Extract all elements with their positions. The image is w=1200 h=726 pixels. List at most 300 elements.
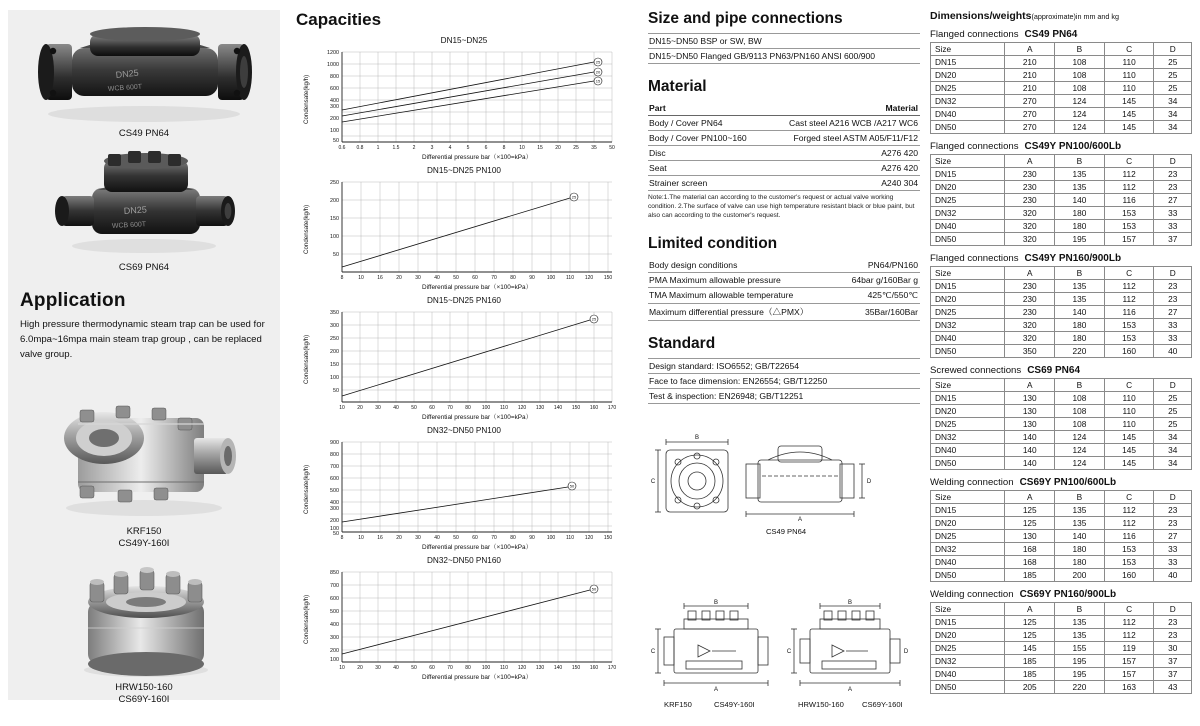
table-row: DN40 185 195 157 37 [931,668,1192,681]
dim-group-model-1: CS49Y PN100/600Lb [1024,141,1122,152]
table-row [648,358,920,373]
dimensions-heading [930,10,1192,22]
table-row: DN20 230 135 112 23 [931,181,1192,194]
svg-text:20: 20 [555,145,561,151]
svg-text:150: 150 [603,275,613,281]
svg-text:300: 300 [330,104,339,110]
svg-text:300: 300 [330,506,339,512]
application-text: High pressure thermodynamic steam trap can be used for 6.0mpa~16mpa main steam trap group , can be replaced valve group. [20,319,265,360]
chart-1-xlabel: Differential pressure bar（×100=kPa） [421,154,533,161]
svg-text:120: 120 [584,535,594,541]
drawing-caption-cs49: CS49 PN64 [765,527,807,536]
svg-text:130: 130 [535,405,545,411]
photo-caption-2-text: CS69 PN64 [118,262,170,273]
table-row: DN50 140 124 145 34 [931,457,1192,470]
photo-caption-1: CS49 PN64 [118,128,170,139]
svg-text:400: 400 [330,500,339,506]
material-table [648,101,920,191]
table-row: DN50 320 195 157 37 [931,233,1192,246]
svg-text:800: 800 [330,74,339,80]
svg-text:120: 120 [517,665,527,671]
chart-3-svg [296,306,632,422]
svg-text:40: 40 [434,535,440,541]
chart-dn15-dn25-pn100 [296,166,632,292]
specifications-column [648,10,920,404]
table-row: DN20 210 108 110 25 [931,69,1192,82]
dimensions-table-4 [930,490,1192,582]
svg-text:100: 100 [330,375,339,381]
svg-text:8: 8 [340,535,344,541]
dim-group-title-3 [930,365,1192,376]
table-row: DN32 168 180 153 33 [931,543,1192,556]
dim-group-label-1: Flanged connections [930,141,1019,152]
svg-text:D: D [903,649,909,655]
dim-group-model-3: CS69 PN64 [1027,365,1081,376]
svg-text:40: 40 [434,275,440,281]
dimensions-heading-main: Dimensions/weights [930,10,1032,22]
svg-text:110: 110 [566,275,574,281]
svg-text:60: 60 [472,535,478,541]
svg-text:150: 150 [571,665,581,671]
table-row: DN32 320 180 153 33 [931,207,1192,220]
svg-text:350: 350 [330,310,339,316]
chart-2-svg [296,176,632,292]
table-header-row: Size A B C D [931,379,1192,392]
dim-group-label-3: Screwed connections [930,365,1022,376]
svg-text:50: 50 [333,252,339,258]
col-d: D [1154,43,1192,56]
svg-text:Differential pressure bar（×100: Differential pressure bar（×100=kPa） [421,544,533,551]
svg-text:50: 50 [411,665,417,671]
photo-cs49-pn64 [20,18,268,126]
dimensions-table-1 [930,154,1192,246]
svg-text:10: 10 [339,405,345,411]
svg-text:400: 400 [330,98,339,104]
svg-text:850: 850 [330,570,339,576]
limited-value-0: PN64/PN160 [839,258,920,273]
svg-text:100: 100 [546,535,556,541]
dim-group-title-2 [930,253,1192,264]
svg-text:100: 100 [330,128,339,134]
material-section-title: Material [648,78,707,95]
svg-text:25: 25 [573,145,579,151]
dim-label-d: D [866,479,872,485]
svg-text:800: 800 [330,452,339,458]
photo-caption-4: HRW150-160 CS69Y-160I [115,682,173,705]
svg-text:160: 160 [589,405,599,411]
table-row [648,161,920,176]
chart-2-title: DN15~DN25 PN100 [427,166,501,175]
dimensions-heading-small: (approximate)in mm and kg [1031,12,1120,21]
svg-text:600: 600 [330,86,339,92]
table-row: DN15 125 135 112 23 [931,504,1192,517]
svg-text:C: C [786,649,792,655]
svg-text:150: 150 [330,362,339,368]
standard-table [648,358,920,404]
svg-text:700: 700 [330,464,339,470]
svg-text:25: 25 [571,194,577,200]
svg-text:80: 80 [510,275,516,281]
dim-group-label-2: Flanged connections [930,253,1019,264]
table-row [648,131,920,146]
svg-text:700: 700 [330,583,339,589]
application-title: Application [20,290,126,311]
chart-dn15-dn25-pn160 [296,296,632,422]
dim-group-label-0: Flanged connections [930,29,1019,40]
svg-text:140: 140 [553,665,563,671]
svg-text:A: A [847,687,853,693]
svg-text:20: 20 [396,275,402,281]
svg-text:200: 200 [330,349,339,355]
svg-text:35: 35 [591,145,597,151]
svg-text:8: 8 [502,145,506,151]
table-row: DN15 130 108 110 25 [931,392,1192,405]
svg-text:1000: 1000 [327,62,339,68]
table-header-row: Size A B C D [931,155,1192,168]
limited-label-2: TMA Maximum allowable temperature [648,287,839,303]
svg-text:600: 600 [330,476,339,482]
table-header-row: Size A B C D [931,603,1192,616]
material-part-1: Body / Cover PN100~160 [648,131,766,146]
svg-text:150: 150 [330,216,339,222]
material-part-3: Seat [648,161,766,176]
svg-text:Condensate(kg/h): Condensate(kg/h) [303,334,310,384]
svg-text:90: 90 [529,275,535,281]
table-row [648,49,920,64]
technical-drawings [650,430,922,709]
drawing-cs49-pn64 [650,430,922,580]
limited-label-3: Maximum differential pressure（△PMX） [648,303,839,320]
dim-group-title-5 [930,589,1192,600]
dim-label-b: B [694,435,700,441]
svg-text:16: 16 [377,535,383,541]
drawing-krf-hrw [650,601,922,721]
dim-label-a: A [797,517,803,523]
table-row: DN25 145 155 119 30 [931,642,1192,655]
svg-text:70: 70 [447,665,453,671]
svg-text:16: 16 [377,275,383,281]
svg-text:10: 10 [358,535,364,541]
table-row: DN15 210 108 110 25 [931,56,1192,69]
col-a: A [1005,43,1055,56]
svg-text:60: 60 [472,275,478,281]
svg-text:130: 130 [535,665,545,671]
svg-text:200: 200 [330,116,339,122]
svg-text:2: 2 [412,145,416,151]
standard-row-0: Design standard: ISO6552; GB/T22654 [648,358,920,373]
drawing-caption-hrw150: HRW150-160 [798,700,844,709]
table-row [648,303,920,320]
svg-text:6: 6 [484,145,488,151]
svg-text:60: 60 [429,665,435,671]
table-row: DN50 185 200 160 40 [931,569,1192,582]
material-part-2: Disc [648,146,766,161]
svg-text:100: 100 [330,234,339,240]
svg-text:170: 170 [607,405,617,411]
svg-text:1.5: 1.5 [392,145,400,151]
svg-text:20: 20 [357,405,363,411]
svg-text:70: 70 [491,535,497,541]
svg-text:Condensate(kg/h): Condensate(kg/h) [303,594,310,644]
svg-text:C: C [650,649,656,655]
chart-1-title: DN15~DN25 [440,36,488,45]
svg-text:B: B [713,600,719,606]
limited-value-2: 425℃/550℃ [839,287,920,303]
material-value-3: A276 420 [766,161,920,176]
svg-text:120: 120 [584,275,594,281]
svg-text:50: 50 [411,405,417,411]
svg-text:160: 160 [589,665,599,671]
capacities-title: Capacities [296,10,382,29]
table-row [648,176,920,191]
table-row: DN25 230 140 116 27 [931,194,1192,207]
table-row: DN40 140 124 145 34 [931,444,1192,457]
table-row: DN32 185 195 157 37 [931,655,1192,668]
table-header-row: Size A B C D [931,267,1192,280]
chart-1-svg [296,46,632,162]
table-header-row [931,43,1192,56]
svg-text:10: 10 [339,665,345,671]
svg-text:100: 100 [330,657,339,663]
table-row [648,116,920,131]
table-row: DN25 230 140 116 27 [931,306,1192,319]
svg-text:250: 250 [330,336,339,342]
svg-text:30: 30 [375,665,381,671]
svg-text:50: 50 [333,388,339,394]
size-section-title: Size and pipe connections [648,10,843,27]
svg-text:WCB 600T: WCB 600T [111,221,147,230]
svg-text:250: 250 [330,180,339,186]
limited-value-3: 35Bar/160Bar [839,303,920,320]
svg-text:Condensate(kg/h): Condensate(kg/h) [303,464,310,514]
limited-label-0: Body design conditions [648,258,839,273]
svg-text:500: 500 [330,488,339,494]
photo-caption-2 [20,262,268,274]
svg-text:200: 200 [330,648,339,654]
svg-text:300: 300 [330,635,339,641]
svg-text:DN25: DN25 [115,67,140,80]
photo-cs69-pn64 [48,146,240,258]
svg-text:1: 1 [376,145,380,151]
chart-dn32-dn50-pn160 [296,556,632,682]
svg-text:200: 200 [330,198,339,204]
table-row [648,388,920,403]
material-value-0: Cast steel A216 WCB /A217 WC6 [766,116,920,131]
svg-text:Condensate(kg/h): Condensate(kg/h) [303,74,310,124]
table-row: DN32 140 124 145 34 [931,431,1192,444]
svg-text:30: 30 [415,275,421,281]
dimensions-table-2 [930,266,1192,358]
chart-5-svg [296,566,632,682]
product-photo-column [8,10,280,705]
svg-text:400: 400 [330,622,339,628]
material-part-4: Strainer screen [648,176,766,191]
svg-text:150: 150 [571,405,581,411]
svg-text:500: 500 [330,609,339,615]
table-row [648,272,920,287]
dim-group-model-4: CS69Y PN100/600Lb [1019,477,1117,488]
svg-text:110: 110 [500,405,508,411]
svg-text:40: 40 [393,405,399,411]
limited-section-title: Limited condition [648,234,778,252]
dim-group-model-2: CS49Y PN160/900Lb [1024,253,1122,264]
svg-text:200: 200 [330,518,339,524]
svg-text:25: 25 [591,316,597,322]
chart-4-title: DN32~DN50 PN100 [427,426,501,435]
table-row: DN32 320 180 153 33 [931,319,1192,332]
table-row: DN25 210 108 110 25 [931,82,1192,95]
photo-caption-3: KRF150 CS49Y-160I [118,526,170,549]
svg-text:150: 150 [603,535,613,541]
dimensions-column [930,10,1192,694]
svg-text:B: B [847,600,853,606]
svg-text:100: 100 [481,665,491,671]
svg-text:80: 80 [510,535,516,541]
photo-krf150-cs49y [44,382,244,520]
limited-value-1: 64bar g/160Bar g [839,272,920,287]
svg-text:Condensate(kg/h): Condensate(kg/h) [303,204,310,254]
svg-text:10: 10 [519,145,525,151]
table-row [648,258,920,273]
table-row: DN20 125 135 112 23 [931,629,1192,642]
table-row: DN20 130 108 110 25 [931,405,1192,418]
svg-text:50: 50 [333,138,339,144]
dim-group-label-4: Welding connection [930,477,1014,488]
svg-text:0.6: 0.6 [338,145,346,151]
svg-text:50: 50 [609,145,615,151]
table-row [648,287,920,303]
chart-5-title: DN32~DN50 PN160 [427,556,501,565]
svg-text:DN25: DN25 [123,204,148,216]
dim-group-label-5: Welding connection [930,589,1014,600]
material-col-material: Material [766,101,920,116]
svg-text:300: 300 [330,323,339,329]
table-row [648,146,920,161]
svg-text:60: 60 [429,405,435,411]
svg-text:50: 50 [591,586,597,592]
svg-text:3: 3 [430,145,434,151]
dim-group-title-1 [930,141,1192,152]
limited-condition-table [648,258,920,321]
material-col-part: Part [648,101,766,116]
chart-3-title: DN15~DN25 PN160 [427,296,501,305]
drawing-caption-cs69y: CS69Y-160I [862,700,903,709]
dimensions-table-0 [930,42,1192,134]
svg-text:5: 5 [466,145,470,151]
chart-dn32-dn50-pn100 [296,426,632,552]
svg-text:100: 100 [330,526,339,532]
svg-text:600: 600 [330,596,339,602]
svg-text:20: 20 [595,69,601,75]
limited-label-1: PMA Maximum allowable pressure [648,272,839,287]
table-row: DN40 320 180 153 33 [931,332,1192,345]
svg-text:20: 20 [396,535,402,541]
svg-text:140: 140 [553,405,563,411]
svg-text:80: 80 [465,665,471,671]
svg-text:Differential pressure bar（×100: Differential pressure bar（×100=kPa） [421,284,533,291]
dim-group-title-4 [930,477,1192,488]
size-row-1: DN15~DN50 Flanged GB/9113 PN63/PN160 ANSI 600/900 [648,49,920,64]
drawing-caption-krf150: KRF150 [664,700,692,709]
dimensions-table-5 [930,602,1192,694]
svg-text:900: 900 [330,440,339,446]
table-row: DN50 350 220 160 40 [931,345,1192,358]
col-c: C [1104,43,1154,56]
table-row: DN40 270 124 145 34 [931,108,1192,121]
material-value-4: A240 304 [766,176,920,191]
dim-group-model-0: CS49 PN64 [1024,29,1078,40]
material-part-0: Body / Cover PN64 [648,116,766,131]
table-row: DN15 230 135 112 23 [931,168,1192,181]
dimensions-table-3 [930,378,1192,470]
svg-text:70: 70 [447,405,453,411]
col-size: Size [931,43,1005,56]
table-header-row: Size A B C D [931,491,1192,504]
table-row: DN40 168 180 153 33 [931,556,1192,569]
col-b: B [1055,43,1105,56]
standard-row-2: Test & inspection: EN26948; GB/T12251 [648,388,920,403]
size-table [648,33,920,64]
table-row: DN20 125 135 112 23 [931,517,1192,530]
svg-text:A: A [713,687,719,693]
svg-text:40: 40 [393,665,399,671]
svg-text:8: 8 [340,275,344,281]
svg-text:70: 70 [491,275,497,281]
table-row: DN50 205 220 163 43 [931,681,1192,694]
svg-text:120: 120 [517,405,527,411]
svg-text:WCB 600T: WCB 600T [107,83,143,93]
size-row-0: DN15~DN50 BSP or SW, BW [648,34,920,49]
table-row: DN32 270 124 145 34 [931,95,1192,108]
svg-text:110: 110 [500,665,508,671]
dim-group-title-0 [930,29,1192,40]
svg-text:50: 50 [453,535,459,541]
photo-hrw150-cs69y [66,558,226,680]
dim-group-model-5: CS69Y PN160/900Lb [1019,589,1117,600]
svg-text:50: 50 [453,275,459,281]
svg-text:50: 50 [569,483,575,489]
svg-text:1200: 1200 [327,50,339,56]
svg-text:25: 25 [595,59,601,65]
svg-text:15: 15 [537,145,543,151]
table-row [648,34,920,49]
svg-text:Differential pressure bar（×100: Differential pressure bar（×100=kPa） [421,414,533,421]
svg-text:110: 110 [566,535,574,541]
material-value-1: Forged steel ASTM A05/F11/F12 [766,131,920,146]
standard-section-title: Standard [648,334,716,352]
table-row: DN25 130 108 110 25 [931,418,1192,431]
material-value-2: A276 420 [766,146,920,161]
dim-label-c: C [650,479,656,485]
table-row: DN40 320 180 153 33 [931,220,1192,233]
svg-text:90: 90 [529,535,535,541]
material-note: Note:1.The material can according to the customer's request or actual valve working condition. 2.The surface of valve can use high temperature resistant black or blue paint, but also can according to the customer's request. [648,194,915,219]
table-row: DN50 270 124 145 34 [931,121,1192,134]
svg-text:10: 10 [358,275,364,281]
svg-text:4: 4 [448,145,452,151]
table-row: DN15 125 135 112 23 [931,616,1192,629]
table-header-row [648,101,920,116]
svg-text:50: 50 [333,531,339,537]
chart-4-svg [296,436,632,552]
svg-text:100: 100 [546,275,556,281]
svg-text:30: 30 [415,535,421,541]
table-row [648,373,920,388]
svg-text:0.8: 0.8 [356,145,364,151]
svg-text:Differential pressure bar（×100: Differential pressure bar（×100=kPa） [421,674,533,681]
svg-text:80: 80 [465,405,471,411]
capacities-section [296,10,632,686]
